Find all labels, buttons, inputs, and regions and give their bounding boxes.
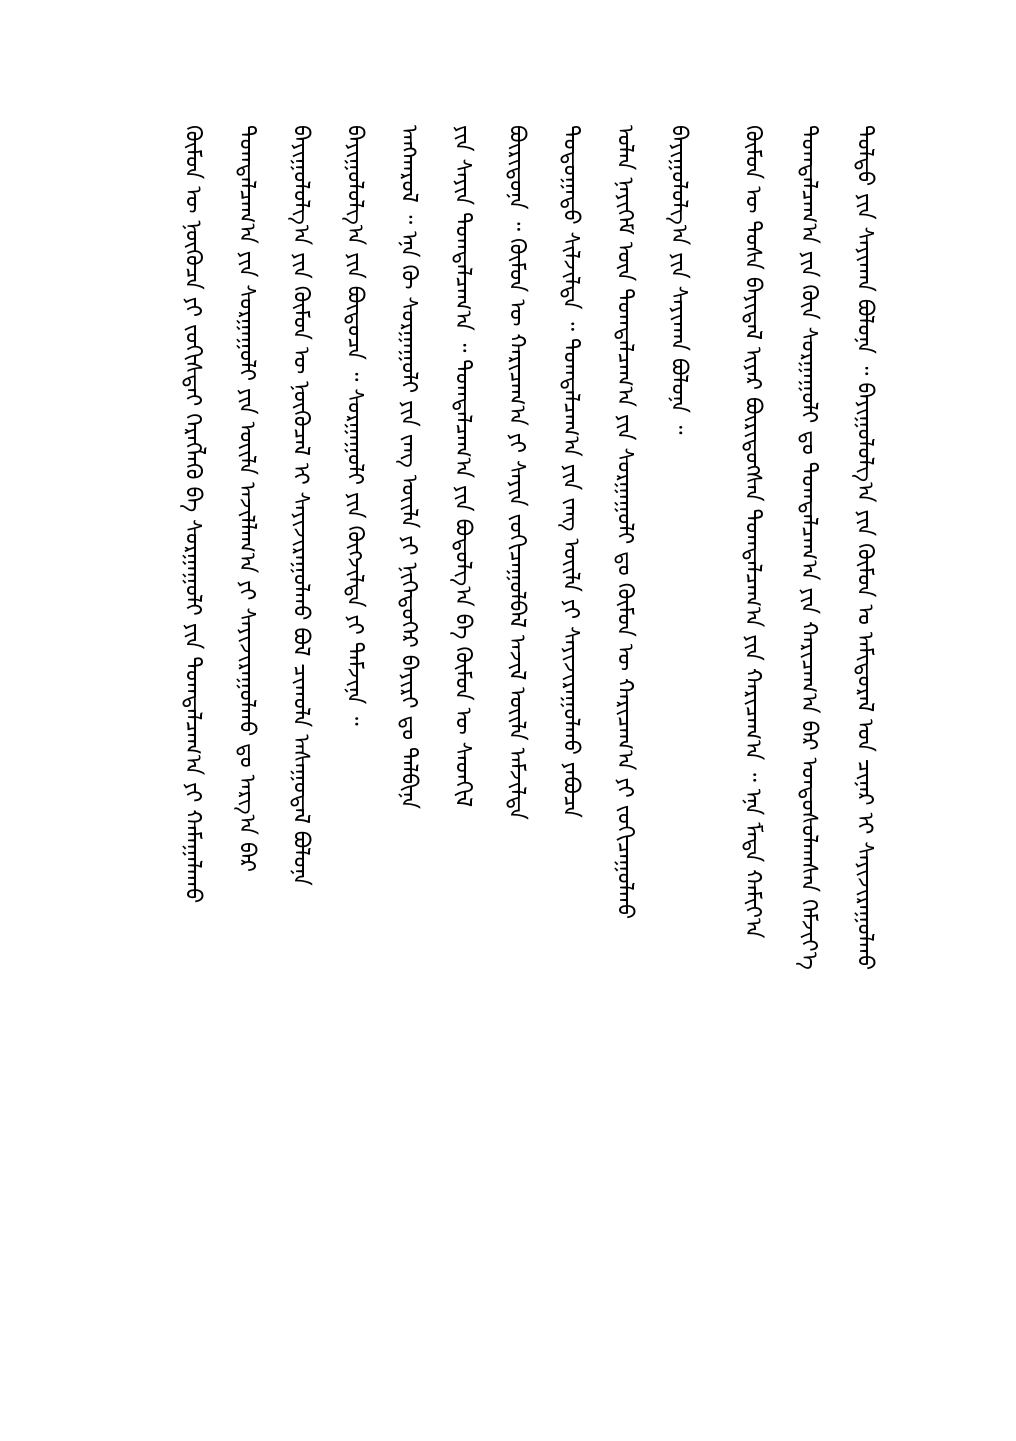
text-line-11: ᠪᠠᠶᠢᠭᠤᠯᠤᠯᠭ᠎ᠠ ᠶᠢᠨ ᠬᠦᠮᠦᠨ ᠦ ᠨᠥᠬᠦᠴᠡᠯ ᠢ ᠰᠠᠶᠢᠵᠢᠷᠠᠭᠤᠯᠬᠤ ᠪᠣᠯ ᠴᠢᠬᠤᠯᠠ ᠠᠰᠠᠭᠤᠳᠠᠯ ᠪᠣᠯᠤᠨᠠ	[288, 125, 313, 886]
text-line-3: ᠬᠦᠮᠦᠨ ᠦ ᠲᠤᠰᠠ ᠪᠠᠶᠢᠳᠠᠯ ᠢᠶᠠᠷ ᠪᠦᠷᠢᠳᠦᠭᠰᠡᠨ ᠲᠣᠭᠲᠠᠯᠴᠠᠭ᠎ᠠ ᠶᠢᠨ ᠬᠠᠷᠢᠴᠠᠭ᠎ᠠ ᠃ ᠡᠨᠡ ᠮᠡᠳᠡ ᠬᠠᠮᠢᠶ᠎ᠠ	[740, 125, 765, 939]
text-line-5: ᠣᠯᠠᠨ ᠨᠡᠶᠢᠭᠡᠮ ᠦᠨ ᠲᠣᠭᠲᠠᠯᠴᠠᠭ᠎ᠠ ᠶᠢᠨ ᠰᠤᠷᠭᠠᠭᠤᠯᠢ ᠳᠤ ᠬᠦᠮᠦᠨ ᠦ ᠬᠠᠷᠢᠴᠠᠭ᠎ᠠ ᠶᠢ ᠵᠣᠬᠢᠴᠠᠭᠤᠯᠬᠤ	[612, 125, 637, 920]
vertical-text-block	[150, 125, 890, 1335]
text-line-10: ᠪᠠᠶᠢᠭᠤᠯᠤᠯᠭ᠎ᠠ ᠶᠢᠨ ᠪᠦᠲᠦᠴᠡ ᠃ ᠰᠤᠷᠭᠠᠭᠤᠯᠢ ᠶᠢᠨ ᠬᠥᠭᠵᠢᠯᠲᠡ ᠶᠢ ᠳᠡᠮᠵᠢᠨᠡ ᠃	[342, 125, 367, 726]
text-line-8: ᠶᠢᠨ ᠰᠠᠶᠢᠨ ᠲᠣᠭᠲᠠᠯᠴᠠᠭ᠎ᠠ ᠃ ᠲᠣᠭᠲᠠᠯᠴᠠᠭ᠎ᠠ ᠶᠢᠨ ᠪᠣᠳᠣᠯᠭ᠎ᠠ ᠪᠠ ᠬᠦᠮᠦᠨ ᠦ ᠰᠡᠳᠬᠢᠯ	[450, 125, 475, 808]
text-line-12: ᠲᠣᠭᠲᠠᠯᠴᠠᠭ᠎ᠠ ᠶᠢᠨ ᠰᠤᠷᠭᠠᠭᠤᠯᠢ ᠶᠢᠨ ᠦᠢᠯᠡ ᠠᠵᠢᠯᠯᠠᠭ᠎ᠠ ᠶᠢ ᠰᠠᠶᠢᠵᠢᠷᠠᠭᠤᠯᠬᠤ ᠳᠤ ᠠᠷᠭ᠎ᠠ ᠪᠠᠷ	[234, 125, 259, 872]
text-line-6: ᠳᠣᠲᠣᠭᠠᠳᠤ ᠰᠢᠯᠵᠢᠯᠲᠡ ᠃ ᠲᠣᠭᠲᠠᠯᠴᠠᠭ᠎ᠠ ᠶᠢᠨ ᠵᠠᠩ ᠦᠢᠯᠡ ᠶᠢ ᠰᠠᠶᠢᠵᠢᠷᠠᠭᠤᠯᠬᠤ ᠶᠠᠪᠤᠴᠠ	[558, 125, 583, 818]
text-line-4: ᠪᠠᠶᠢᠭᠤᠯᠤᠯᠭ᠎ᠠ ᠶᠢᠨ ᠰᠠᠶᠢᠬᠠᠨ ᠪᠣᠯᠤᠨᠠ ᠃	[666, 125, 691, 435]
text-line-13: ᠬᠦᠮᠦᠨ ᠦ ᠨᠥᠭᠦᠴᠡ ᠶᠢ ᠵᠣᠬᠢᠰᠲᠠᠢ ᠬᠡᠷᠡᠭᠯᠡᠬᠦ ᠪᠠ ᠰᠤᠷᠭᠠᠭᠤᠯᠢ ᠶᠢᠨ ᠲᠣᠭᠲᠠᠯᠴᠠᠭ᠎ᠠ ᠶᠢ ᠬᠠᠮᠠᠭᠠᠯᠠᠬᠤ	[180, 125, 205, 904]
text-line-1: ᠳᠤᠯᠳᠤ ᠶᠢᠨ ᠰᠠᠶᠢᠬᠠᠨ ᠪᠣᠯᠤᠨᠠ ᠃ ᠪᠠᠶᠢᠭᠤᠯᠤᠯᠭ᠎ᠠ ᠶᠢᠨ ᠬᠦᠮᠦᠨ ᠤ ᠠᠮᠢᠳᠤᠷᠠᠯ ᠤᠨ ᠴᠢᠨᠠᠷ ᠢ ᠰᠠᠶᠢᠵᠢᠷᠠᠭᠤᠯᠬᠤ	[852, 125, 877, 971]
text-line-9: ᠠᠩᠬᠠᠷᠤᠯ ᠃ ᠡᠨᠡ ᠬᠦ ᠰᠤᠷᠭᠠᠭᠤᠯᠢ ᠶᠢᠨ ᠵᠠᠩ ᠦᠢᠯᠡ ᠶᠢ ᠨᠢᠭᠡᠳᠦᠭᠡᠷ ᠪᠠᠶᠢᠷᠢ ᠳᠤ ᠲᠠᠯᠪᠢᠨᠠ	[396, 125, 421, 810]
text-line-7: ᠪᠦᠷᠢᠳᠦᠨᠡ ᠃ ᠬᠦᠮᠦᠨ ᠦ ᠬᠠᠷᠢᠴᠠᠭ᠎ᠠ ᠶᠢ ᠰᠠᠶᠢᠨ ᠵᠣᠬᠢᠴᠠᠭᠤᠯᠪᠠᠯ ᠠᠵᠢᠯ ᠦᠢᠯᠡ ᠠᠮᠵᠢᠯᠲᠠ	[504, 125, 529, 820]
text-line-2: ᠲᠣᠭᠲᠠᠯᠴᠠᠭ᠎ᠠ ᠶᠢᠨ ᠬᠦᠨ ᠰᠤᠷᠭᠠᠭᠤᠯᠢ ᠳᠤ ᠲᠣᠭᠲᠠᠯᠴᠠᠭ᠎ᠠ ᠶᠢᠨ ᠬᠠᠷᠢᠴᠠᠭ᠎ᠠ ᠪᠠᠷ ᠤᠨᠳᠤᠰᠤᠯᠠᠭᠰᠠᠨ ᠬᠡᠮᠵᠢᠶ᠎ᠡ	[796, 125, 821, 970]
